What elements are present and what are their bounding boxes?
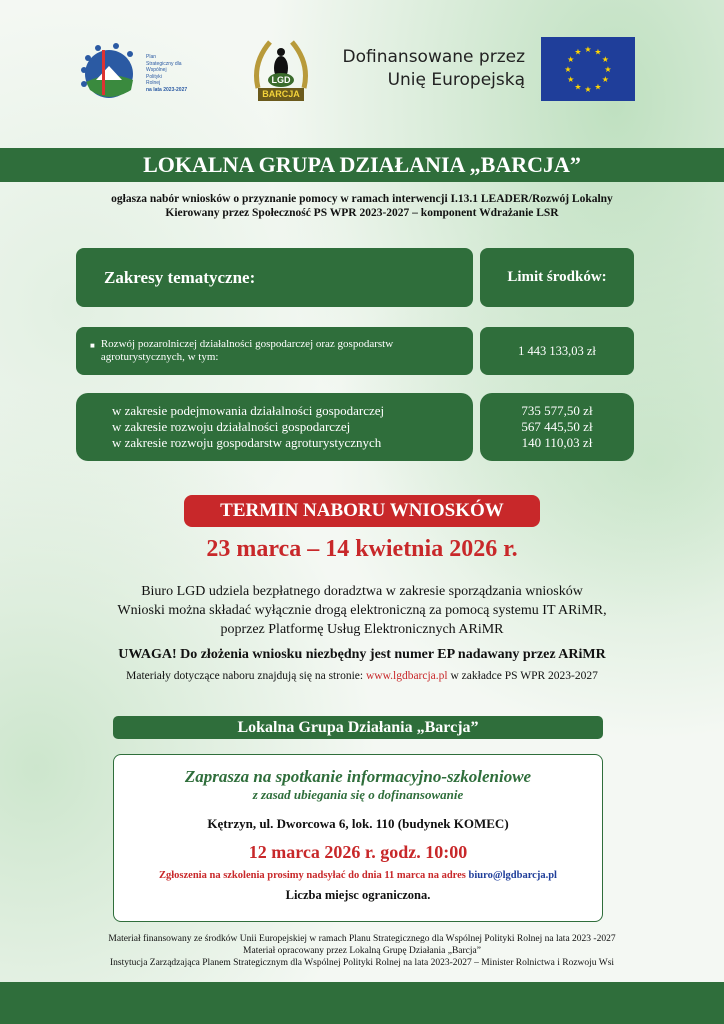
info-platform: poprzez Platformę Usług Elektronicznych ARiMR	[220, 622, 504, 637]
info-warning: UWAGA! Do złożenia wniosku niezbędny jest numer EP nadawany przez ARiMR	[118, 647, 606, 662]
meeting-topic: z zasad ubiegania się o dofinansowanie	[252, 787, 464, 802]
website-link[interactable]: www.lgdbarcja.pl	[365, 670, 448, 682]
subtitle-line: ogłasza nabór wniosków o przyznanie pomocy w ramach interwencji I.13.1 LEADER/Rozwój Lokalny	[111, 193, 613, 205]
eu-star-icon: ★	[567, 75, 575, 84]
psp-emblem-icon	[76, 40, 138, 102]
sub-item-label: w zakresie rozwoju gospodarstw agroturystycznych	[112, 435, 382, 450]
info-advice: Biuro LGD udziela bezpłatnego doradztwa w zakresie sporządzania wniosków	[141, 584, 583, 599]
deadline-dates: 23 marca – 14 kwietnia 2026 r.	[206, 536, 518, 562]
meeting-box	[113, 754, 603, 922]
psp-logo	[76, 40, 196, 102]
sub-items	[76, 393, 473, 461]
email-link[interactable]: biuro@lgdbarcja.pl	[468, 870, 557, 881]
psp-text: na lata 2023-2027	[146, 86, 188, 93]
footer-line: Instytucja Zarządzająca Planem Strategicznym dla Wspólnej Polityki Rolnej na lata 2023-2027 – Minister Rolnictwa i Rozwoju Wsi	[109, 958, 615, 968]
deadline-banner: TERMIN NABORU WNIOSKÓW	[184, 495, 540, 527]
materials-text: w zakładce PS WPR 2023-2027	[447, 670, 598, 682]
eu-star-icon: ★	[594, 47, 602, 57]
eu-funding-text	[330, 46, 525, 92]
footer-line: Materiał finansowany ze środków Unii Europejskiej w ramach Planu Strategicznego dla Wspólnej Polityki Rolnej na lata 2023 -2027	[108, 934, 616, 944]
sub-item-amount: 735 577,50 zł	[521, 403, 593, 418]
sub-amounts	[480, 393, 634, 461]
header-topics	[76, 248, 473, 307]
meeting-invite: Zaprasza na spotkanie informacyjno-szkoleniowe	[184, 767, 532, 786]
meeting-signup	[114, 870, 602, 881]
meeting-header: Lokalna Grupa Działania „Barcja”	[113, 716, 603, 739]
eu-star-icon: ★	[594, 82, 602, 92]
footer-line: Materiał opracowany przez Lokalną Grupę Działania „Barcja”	[243, 946, 481, 956]
eu-text-line: Dofinansowane przez	[342, 47, 525, 67]
sub-item-amount: 140 110,03 zł	[521, 435, 593, 450]
subtitle-line: Kierowany przez Społeczność PS WPR 2023-2027 – komponent Wdrażanie LSR	[165, 207, 559, 219]
eu-star-icon: ★	[564, 65, 572, 74]
main-item-label: Rozwój pozarolniczej działalności gospodarczej oraz gospodarstw agroturystycznych, w tym:	[100, 338, 394, 363]
lgd-logo-text: LGD	[271, 75, 291, 85]
eu-star-icon: ★	[604, 65, 612, 74]
eu-star-icon: ★	[574, 82, 582, 92]
lgd-logo-name: BARCJA	[262, 89, 300, 99]
title-bar: LOKALNA GRUPA DZIAŁANIA „BARCJA”	[0, 148, 724, 182]
psp-text: Polityki	[146, 73, 162, 80]
meeting-datetime: 12 marca 2026 r. godz. 10:00	[248, 842, 468, 862]
meeting-address: Kętrzyn, ul. Dworcowa 6, lok. 110 (budynek KOMEC)	[207, 816, 509, 831]
main-amount-value: 1 443 133,03 zł	[518, 343, 596, 358]
eu-star-icon: ★	[601, 75, 609, 84]
bottom-band	[0, 982, 724, 1024]
psp-text: Strategiczny dla	[146, 60, 182, 67]
info-submission: Wnioski można składać wyłącznie drogą elektroniczną za pomocą systemu IT ARiMR,	[117, 603, 607, 618]
sub-item-label: w zakresie podejmowania działalności gospodarczej	[112, 403, 385, 418]
eu-text-line: Unię Europejską	[387, 70, 525, 90]
materials-text: Materiały dotyczące naboru znajdują się na stronie:	[126, 670, 366, 682]
lgd-barcja-logo	[250, 38, 312, 102]
signup-text: Zgłoszenia na szkolenia prosimy nadsyłać do dnia 11 marca na adres	[159, 870, 469, 881]
eu-star-icon: ★	[567, 55, 575, 64]
eu-star-icon: ★	[584, 45, 592, 54]
psp-text: Plan	[146, 54, 157, 60]
sub-item-amount: 567 445,50 zł	[521, 419, 593, 434]
eu-flag	[541, 37, 635, 101]
psp-text: Wspólnej	[146, 67, 167, 73]
header-topics-label: Zakresy tematyczne:	[104, 267, 256, 287]
main-amount	[480, 327, 634, 375]
header-limit-label: Limit środków:	[507, 269, 607, 285]
eu-star-icon: ★	[584, 85, 592, 94]
info-section	[20, 582, 704, 686]
subtitle	[40, 192, 684, 220]
meeting-limit: Liczba miejsc ograniczona.	[285, 888, 431, 902]
header-limit	[480, 248, 634, 307]
footer-notes	[10, 933, 714, 969]
eu-star-icon: ★	[574, 47, 582, 57]
eu-stars-icon	[541, 37, 635, 101]
psp-text: Rolnej	[146, 80, 161, 86]
main-item	[76, 327, 473, 375]
info-materials	[20, 667, 704, 686]
sub-item-label: w zakresie rozwoju działalności gospodarczej	[112, 419, 351, 434]
eu-star-icon: ★	[601, 55, 609, 64]
bullet-icon: ■	[90, 341, 95, 350]
